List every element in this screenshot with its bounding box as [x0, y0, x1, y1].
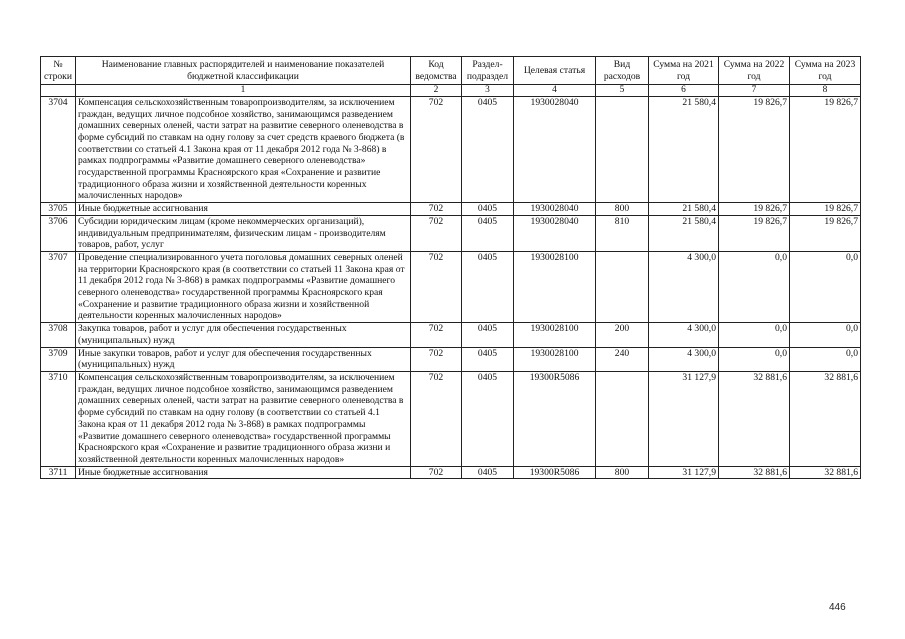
sum-2023-cell: 19 826,7: [790, 215, 861, 251]
target-item-cell: 1930028100: [514, 323, 596, 347]
table-header-row: [41, 57, 861, 85]
header-department-code: Код ведомства: [411, 57, 462, 85]
row-number-cell: 3708: [41, 323, 76, 347]
department-code-cell: 702: [411, 323, 462, 347]
sum-2021-cell: 4 300,0: [649, 347, 719, 371]
target-item-cell: 19300R5086: [514, 371, 596, 466]
table-row: [41, 251, 861, 322]
column-index: 2: [411, 85, 462, 97]
column-index: 3: [462, 85, 514, 97]
target-item-cell: 1930028040: [514, 215, 596, 251]
header-target-item: Целевая статья: [514, 57, 596, 85]
table-row: [41, 323, 861, 347]
sum-2021-cell: 4 300,0: [649, 323, 719, 347]
department-code-cell: 702: [411, 371, 462, 466]
header-sum-2022: Сумма на 2022 год: [719, 57, 790, 85]
target-item-cell: 19300R5086: [514, 466, 596, 479]
sum-2021-cell: 21 580,4: [649, 215, 719, 251]
sum-2022-cell: 19 826,7: [719, 203, 790, 216]
sum-2023-cell: 32 881,6: [790, 466, 861, 479]
column-index: [41, 85, 76, 97]
section-code-cell: 0405: [462, 323, 514, 347]
target-item-cell: 1930028100: [514, 251, 596, 322]
column-index: 7: [719, 85, 790, 97]
column-index: 6: [649, 85, 719, 97]
sum-2021-cell: 31 127,9: [649, 466, 719, 479]
header-row-number: № строки: [41, 57, 76, 85]
row-name-cell: Иные бюджетные ассигнования: [76, 466, 411, 479]
department-code-cell: 702: [411, 203, 462, 216]
table-row: [41, 466, 861, 479]
sum-2021-cell: 21 580,4: [649, 96, 719, 202]
column-index: 4: [514, 85, 596, 97]
table-row: [41, 96, 861, 202]
target-item-cell: 1930028040: [514, 203, 596, 216]
row-name-cell: Компенсация сельскохозяйственным товаропроизводителям, за исключением граждан, ведущих личное подсобное хозяйство, занимающимся разведением домашних северных оленей, части затрат на развитие северного оленеводства в форме субсидий по ставкам на одну голову за счет средств краевого бюджета (в соответствии со статьей 4.1 Закона края от 11 декабря 2012 года № 3-868) в рамках подпрограммы «Развитие домашнего северного оленеводства» государственной программы Красноярского края «Сохранение и развитие традиционного образа жизни и хозяйственной деятельности коренных малочисленных народов»: [76, 96, 411, 202]
sum-2021-cell: 4 300,0: [649, 251, 719, 322]
sum-2023-cell: 0,0: [790, 323, 861, 347]
row-name-cell: Иные закупки товаров, работ и услуг для обеспечения государственных (муниципальных) нужд: [76, 347, 411, 371]
section-code-cell: 0405: [462, 251, 514, 322]
section-code-cell: 0405: [462, 466, 514, 479]
sum-2023-cell: 19 826,7: [790, 96, 861, 202]
expense-type-cell: [596, 371, 649, 466]
row-name-cell: Закупка товаров, работ и услуг для обеспечения государственных (муниципальных) нужд: [76, 323, 411, 347]
header-section: Раздел-подраздел: [462, 57, 514, 85]
section-code-cell: 0405: [462, 215, 514, 251]
department-code-cell: 702: [411, 347, 462, 371]
column-index-row: [41, 85, 861, 97]
department-code-cell: 702: [411, 251, 462, 322]
row-number-cell: 3711: [41, 466, 76, 479]
sum-2022-cell: 19 826,7: [719, 215, 790, 251]
row-name-cell: Компенсация сельскохозяйственным товаропроизводителям, за исключением граждан, ведущих личное подсобное хозяйство, занимающимся разведением домашних северных оленей, части затрат на развитие северного оленеводства в форме субсидий по ставкам на одну голову (в соответствии со статьей 4.1 Закона края от 11 декабря 2012 года № 3-868) в рамках подпрограммы «Развитие домашнего северного оленеводства» государственной программы Красноярского края «Сохранение и развитие традиционного образа жизни и хозяйственной деятельности коренных малочисленных народов»: [76, 371, 411, 466]
section-code-cell: 0405: [462, 347, 514, 371]
page-number: 446: [829, 602, 846, 613]
column-index: 5: [596, 85, 649, 97]
row-number-cell: 3706: [41, 215, 76, 251]
department-code-cell: 702: [411, 215, 462, 251]
target-item-cell: 1930028100: [514, 347, 596, 371]
expense-type-cell: 810: [596, 215, 649, 251]
expense-type-cell: 800: [596, 203, 649, 216]
header-sum-2021: Сумма на 2021 год: [649, 57, 719, 85]
header-sum-2023: Сумма на 2023 год: [790, 57, 861, 85]
row-number-cell: 3707: [41, 251, 76, 322]
column-index: 1: [76, 85, 411, 97]
row-name-cell: Проведение специализированного учета поголовья домашних северных оленей на территории Красноярского края (в соответствии со статьей 11 Закона края от 11 декабря 2012 года № 3-868) в рамках подпрограммы «Развитие домашнего северного оленеводства» государственной программы Красноярского края «Сохранение и развитие традиционного образа жизни и хозяйственной деятельности коренных малочисленных народов»: [76, 251, 411, 322]
expense-type-cell: 800: [596, 466, 649, 479]
section-code-cell: 0405: [462, 371, 514, 466]
expense-type-cell: 240: [596, 347, 649, 371]
table-row: [41, 347, 861, 371]
sum-2022-cell: 32 881,6: [719, 371, 790, 466]
header-expense-type: Вид расходов: [596, 57, 649, 85]
sum-2022-cell: 32 881,6: [719, 466, 790, 479]
table-row: [41, 215, 861, 251]
sum-2023-cell: 0,0: [790, 251, 861, 322]
section-code-cell: 0405: [462, 203, 514, 216]
sum-2022-cell: 0,0: [719, 347, 790, 371]
sum-2023-cell: 0,0: [790, 347, 861, 371]
table-row: [41, 203, 861, 216]
row-name-cell: Иные бюджетные ассигнования: [76, 203, 411, 216]
sum-2023-cell: 19 826,7: [790, 203, 861, 216]
sum-2022-cell: 0,0: [719, 323, 790, 347]
department-code-cell: 702: [411, 466, 462, 479]
expense-type-cell: [596, 96, 649, 202]
expense-type-cell: 200: [596, 323, 649, 347]
sum-2021-cell: 21 580,4: [649, 203, 719, 216]
section-code-cell: 0405: [462, 96, 514, 202]
column-index: 8: [790, 85, 861, 97]
row-number-cell: 3704: [41, 96, 76, 202]
row-name-cell: Субсидии юридическим лицам (кроме некоммерческих организаций), индивидуальным предпринимателям, физическим лицам - производителям товаров, работ, услуг: [76, 215, 411, 251]
sum-2022-cell: 19 826,7: [719, 96, 790, 202]
row-number-cell: 3710: [41, 371, 76, 466]
header-name: Наименование главных распорядителей и наименование показателей бюджетной классификации: [76, 57, 411, 85]
sum-2021-cell: 31 127,9: [649, 371, 719, 466]
department-code-cell: 702: [411, 96, 462, 202]
table-body: [41, 96, 861, 479]
target-item-cell: 1930028040: [514, 96, 596, 202]
row-number-cell: 3709: [41, 347, 76, 371]
sum-2023-cell: 32 881,6: [790, 371, 861, 466]
table-row: [41, 371, 861, 466]
expense-type-cell: [596, 251, 649, 322]
budget-table: [40, 56, 861, 479]
sum-2022-cell: 0,0: [719, 251, 790, 322]
row-number-cell: 3705: [41, 203, 76, 216]
